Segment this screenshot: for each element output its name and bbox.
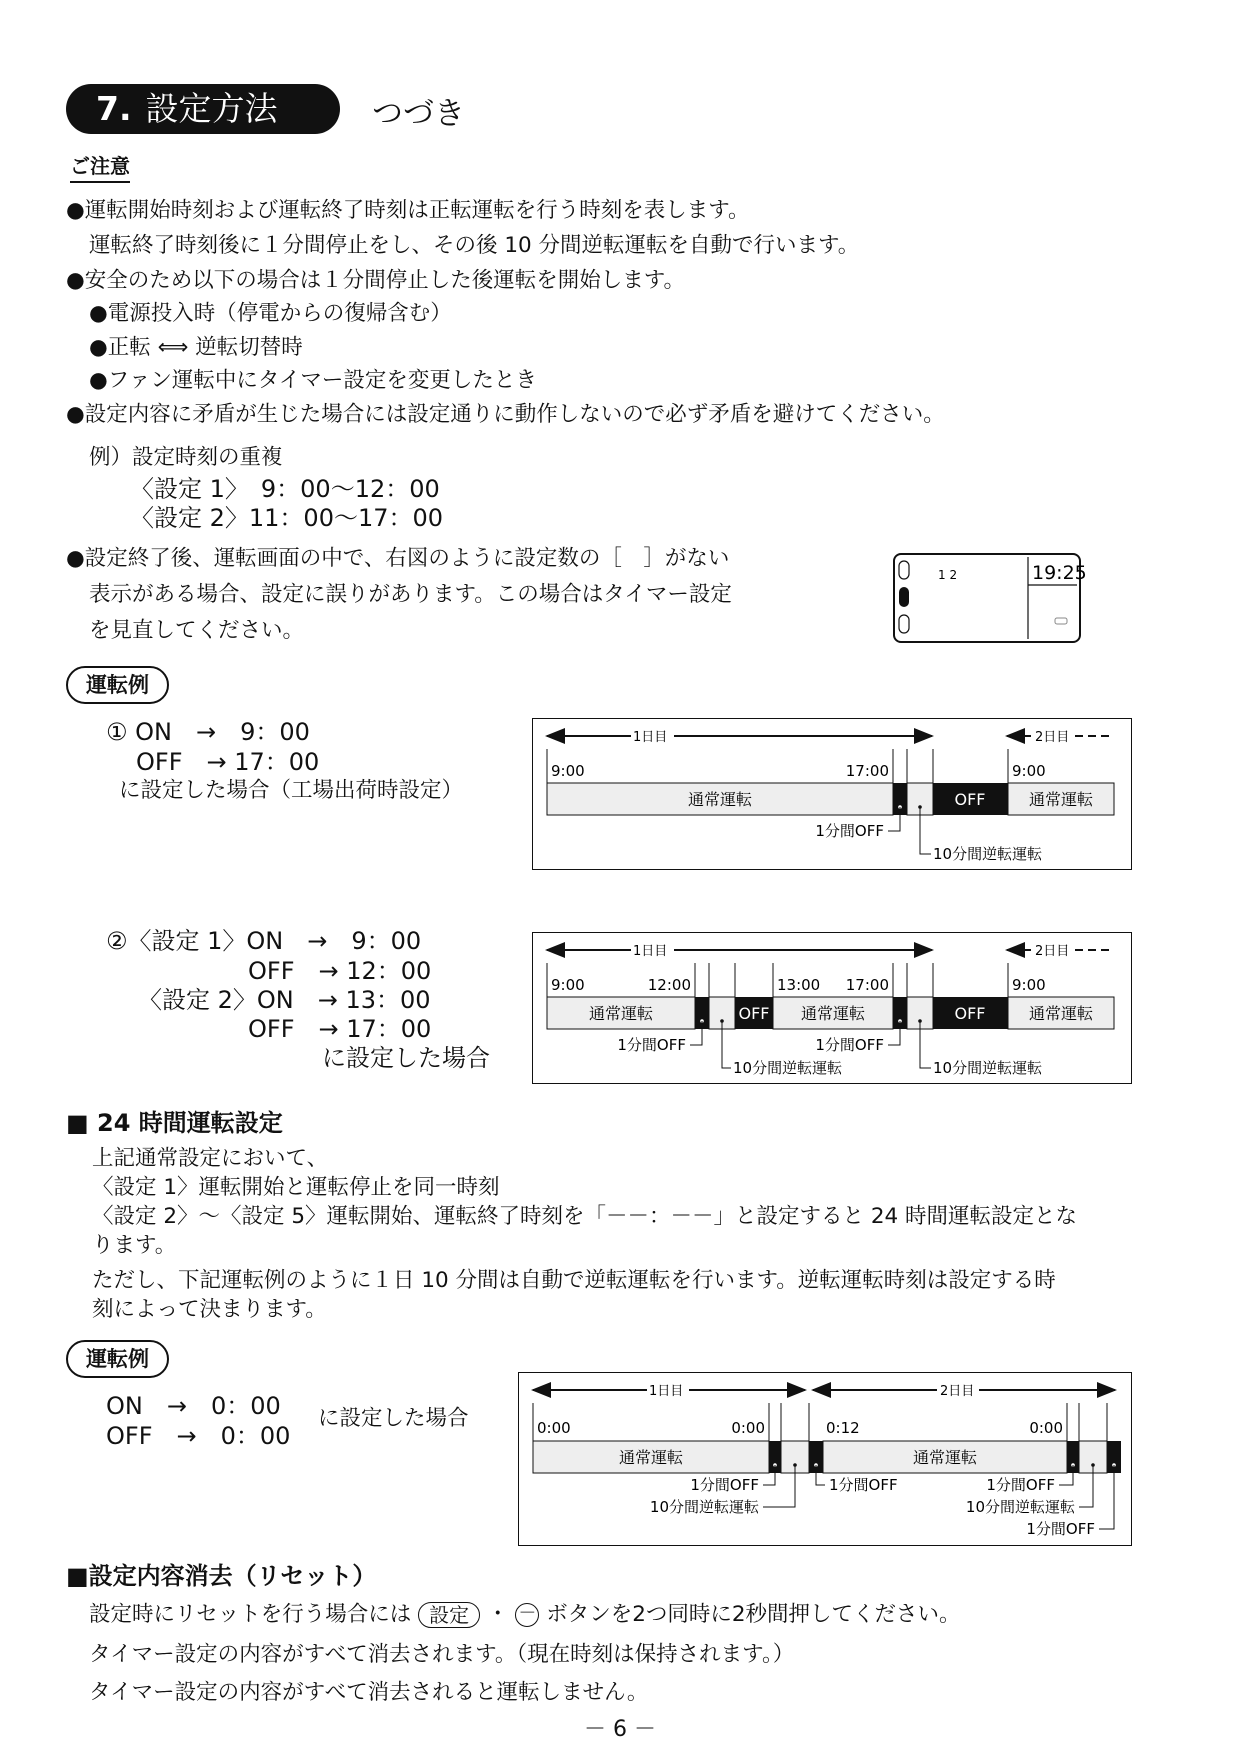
chart2-normal-label-1: 通常運転 [588, 1004, 654, 1023]
caution-bullet-1-line-2: 運転終了時刻後に１分間停止をし、その後 10 分間逆転運転を自動で行います。 [89, 233, 860, 258]
section-heading [66, 84, 340, 134]
overlap-example-2: 〈設定 2〉11：00～17：00 [130, 504, 444, 532]
chart1-day2-label: 2日目 [1035, 730, 1070, 745]
lcd-slot-empty-top [899, 561, 909, 579]
chart1-time-1: 9:00 [551, 762, 585, 780]
ex3-suffix: に設定した場合 [318, 1406, 469, 1431]
caution-bullet-1-text: 運転開始時刻および運転終了時刻は正転運転を行う時刻を表します。 [84, 198, 750, 223]
page-number: － 6 － [584, 1717, 656, 1742]
ex1-line-3: に設定した場合（工場出荷時設定） [119, 778, 464, 803]
caution-sub-1-text: 電源投入時（停電からの復帰含む） [107, 301, 452, 326]
chart3-off1min-callout-4: 1分間OFF [1026, 1520, 1095, 1538]
chart2-reverse-callout-1: 10分間逆転運転 [733, 1059, 843, 1077]
caution-sub-2-text: 正転 ⟺ 逆転切替時 [107, 335, 303, 360]
chart2-day2-label: 2日目 [1035, 944, 1070, 959]
caution-bullet-2-text: 安全のため以下の場合は１分間停止した後運転を開始します。 [84, 268, 686, 293]
section-number: 7. [96, 89, 132, 128]
ex3-line-1: ON → 0：00 [106, 1392, 281, 1420]
timeline-chart-3 [518, 1372, 1132, 1546]
lcd-setting-numbers: 1 2 [938, 568, 958, 582]
chart1-day1-label: 1日目 [633, 730, 668, 745]
chart3-reverse-callout-1: 10分間逆転運転 [649, 1498, 759, 1516]
setting-button-icon: 設定 [418, 1602, 480, 1628]
chart3-normal-label-1: 通常運転 [618, 1448, 684, 1467]
h24-line-3: 〈設定 2〉～〈設定 5〉運転開始、運転終了時刻を「－－：－－」と設定すると 24 時間運転設定とな [92, 1204, 1078, 1229]
chart2-time-2: 12:00 [647, 976, 691, 994]
ex1-line-2: OFF → 17：00 [136, 748, 320, 776]
ex1-line-1: ① ON → 9：00 [106, 718, 310, 746]
chart2-reverse-callout-2: 10分間逆転運転 [933, 1059, 1043, 1077]
h24-line-4: ります。 [92, 1233, 177, 1258]
reset-line-1-c: ボタンを2つ同時に2秒間押してください。 [546, 1602, 961, 1627]
reset-line-1-sep: ・ [486, 1602, 509, 1627]
chart3-off1min-callout-3: 1分間OFF [986, 1476, 1055, 1494]
example-heading-2: 運転例 [66, 1340, 169, 1378]
timeline-chart-1 [532, 718, 1132, 870]
lcd-display-illustration [893, 553, 1087, 643]
lcd-slot-empty-bottom [899, 615, 909, 633]
ex3-line-2: OFF → 0：00 [106, 1422, 291, 1450]
timeline-chart-2-graphic [533, 933, 1130, 1082]
caution-sub-bullet-3 [89, 366, 537, 396]
chart2-off1min-callout-2: 1分間OFF [815, 1036, 884, 1054]
chart3-off1min-callout-2: 1分間OFF [829, 1476, 898, 1494]
section-title: 設定方法 [145, 89, 278, 128]
continued-label: つづき [372, 96, 465, 132]
chart3-time-3: 0:12 [826, 1419, 860, 1437]
chart3-reverse-callout-2: 10分間逆転運転 [965, 1498, 1075, 1516]
caution-bullet-2 [66, 266, 685, 296]
chart2-normal-label-2: 通常運転 [800, 1004, 866, 1023]
ex2-line-2: OFF → 12：00 [248, 957, 432, 985]
h24-line-1: 上記通常設定において、 [92, 1146, 329, 1171]
chart3-off1min-callout-1: 1分間OFF [690, 1476, 759, 1494]
chart2-normal-label-3: 通常運転 [1028, 1004, 1094, 1023]
chart1-off1min-callout: 1分間OFF [815, 822, 884, 840]
chart2-off1min-callout-1: 1分間OFF [617, 1036, 686, 1054]
chart2-time-5: 9:00 [1012, 976, 1046, 994]
chart2-time-4: 17:00 [845, 976, 889, 994]
caution-heading: ご注意 [70, 150, 130, 183]
lcd-time: 19:25 [1032, 562, 1087, 584]
overlap-example-label: 例）設定時刻の重複 [89, 445, 283, 470]
caution-sub-3-text: ファン運転中にタイマー設定を変更したとき [107, 368, 537, 393]
minus-button-icon: － [515, 1603, 539, 1627]
caution-bullet-3 [66, 400, 945, 430]
ex2-line-1: ②〈設定 1〉ON → 9：00 [106, 927, 422, 955]
timeline-chart-3-graphic [519, 1373, 1130, 1544]
example-heading-1: 運転例 [66, 666, 169, 704]
ex2-line-4: OFF → 17：00 [248, 1015, 432, 1043]
h24-line-2: 〈設定 1〉運転開始と運転停止を同一時刻 [92, 1175, 500, 1200]
h24-heading: ■ 24 時間運転設定 [66, 1109, 283, 1137]
chart3-day2-label: 2日目 [940, 1384, 975, 1399]
chart2-day1-label: 1日目 [633, 944, 668, 959]
chart1-time-2: 17:00 [845, 762, 889, 780]
caution-bullet-4-line-2: 表示がある場合、設定に誤りがあります。この場合はタイマー設定 [89, 582, 732, 607]
chart3-normal-label-2: 通常運転 [912, 1448, 978, 1467]
reset-line-1 [89, 1600, 961, 1630]
timeline-chart-2 [532, 932, 1132, 1084]
caution-bullet-1 [66, 196, 750, 226]
chart3-time-2: 0:00 [731, 1419, 765, 1437]
h24-line-6: 刻によって決まります。 [92, 1297, 327, 1322]
chart3-day1-label: 1日目 [649, 1384, 684, 1399]
chart2-time-1: 9:00 [551, 976, 585, 994]
lcd-display-graphic [895, 555, 1087, 641]
ex2-line-3: 〈設定 2〉ON → 13：00 [138, 986, 431, 1014]
h24-line-5: ただし、下記運転例のように１日 10 分間は自動で逆転運転を行います。逆転運転時刻は設定する時 [92, 1268, 1056, 1293]
chart2-off-label-1: OFF [738, 1004, 770, 1023]
timeline-chart-1-graphic [533, 719, 1130, 868]
reset-line-3: タイマー設定の内容がすべて消去されると運転しません。 [89, 1680, 649, 1705]
reset-line-2: タイマー設定の内容がすべて消去されます。（現在時刻は保持されます。） [89, 1642, 795, 1667]
chart3-time-1: 0:00 [537, 1419, 571, 1437]
reset-heading: ■設定内容消去（リセット） [66, 1562, 377, 1590]
chart1-time-3: 9:00 [1012, 762, 1046, 780]
lcd-slot-filled [899, 587, 909, 607]
overlap-example-1: 〈設定 1〉 9：00～12：00 [130, 475, 440, 503]
lcd-indicator-icon [1055, 618, 1067, 624]
caution-bullet-4-text: 設定終了後、運転画面の中で、右図のように設定数の［ ］がない [84, 546, 730, 571]
caution-bullet-4 [66, 544, 729, 574]
caution-sub-bullet-2 [89, 333, 303, 363]
chart1-reverse-callout: 10分間逆転運転 [933, 845, 1043, 863]
chart1-off-label: OFF [954, 790, 986, 809]
reset-line-1-a: 設定時にリセットを行う場合には [89, 1602, 412, 1627]
chart2-time-3: 13:00 [777, 976, 821, 994]
chart2-off-label-2: OFF [954, 1004, 986, 1023]
caution-bullet-4-line-3: を見直してください。 [89, 618, 305, 643]
caution-sub-bullet-1 [89, 299, 452, 329]
chart1-normal-label-2: 通常運転 [1028, 790, 1094, 809]
caution-bullet-3-text: 設定内容に矛盾が生じた場合には設定通りに動作しないので必ず矛盾を避けてください。 [84, 402, 945, 427]
chart3-time-4: 0:00 [1029, 1419, 1063, 1437]
ex2-line-5: に設定した場合 [322, 1044, 490, 1072]
chart1-normal-label: 通常運転 [687, 790, 753, 809]
